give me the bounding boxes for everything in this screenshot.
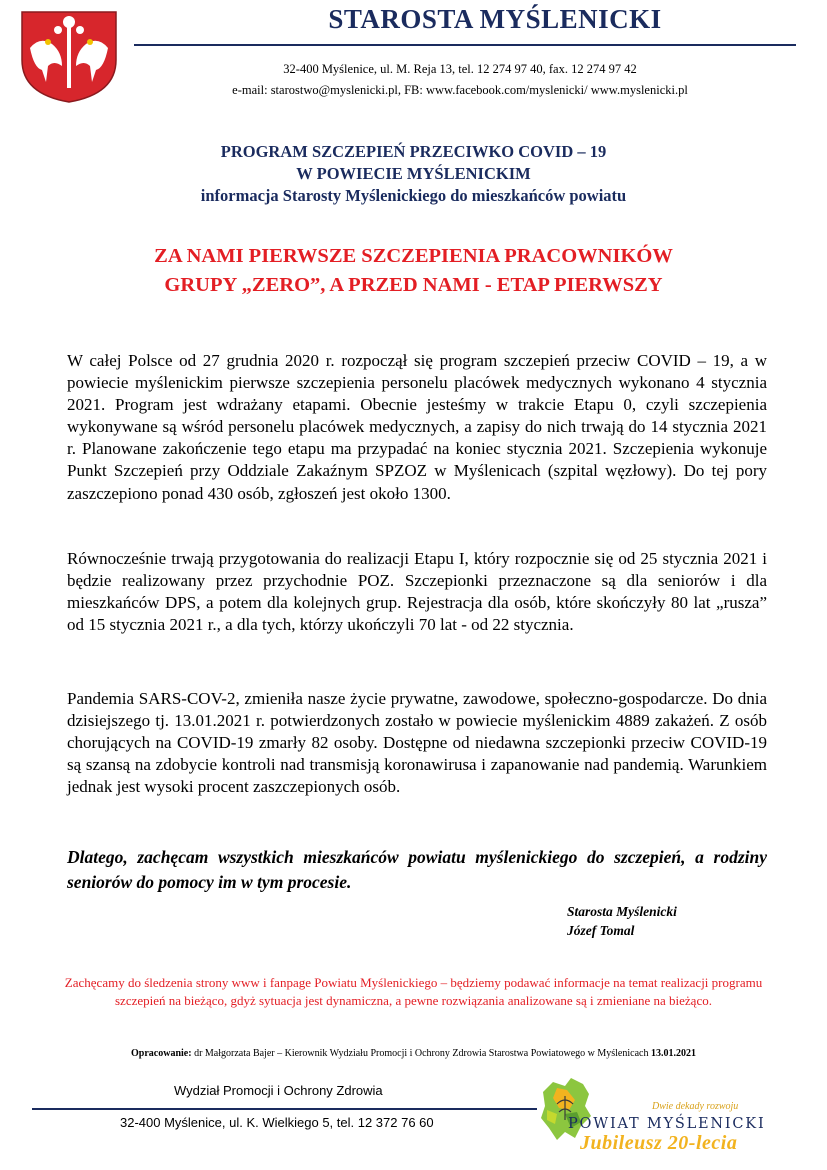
program-title bbox=[40, 141, 787, 207]
headline-line-2: GRUPY „ZERO”, A PRZED NAMI - ETAP PIERWSZY bbox=[164, 274, 663, 296]
signature-name: Józef Tomal bbox=[567, 923, 635, 938]
signature bbox=[567, 902, 767, 940]
paragraph-2: Równocześnie trwają przygotowania do realizacji Etapu I, który rozpocznie się od 25 stycznia 2021 i będzie realizowany przez przychodnie POZ. Szczepionki przeznaczone są dla seniorów i dla mieszkańców DPS, a potem dla kolejnych grup. Rejestracja dla osób, które skończyły 80 lat „rusza” od 15 stycznia 2021 r., a dla tych, którzy ukończyli 70 lat - od 22 stycznia. bbox=[67, 549, 767, 635]
program-subtitle: informacja Starosty Myślenickiego do mieszkańców powiatu bbox=[200, 186, 627, 205]
coat-of-arms-icon bbox=[18, 8, 120, 104]
footer-divider bbox=[32, 1108, 537, 1110]
headline bbox=[40, 242, 787, 300]
logo-tagline: Dwie dekady rozwoju bbox=[652, 1101, 739, 1112]
logo-name: POWIAT MYŚLENICKI bbox=[568, 1116, 766, 1132]
header-address: 32-400 Myślenice, ul. M. Reja 13, tel. 12 274 97 40, fax. 12 274 97 42 bbox=[283, 62, 637, 76]
appeal-paragraph: Dlatego, zachęcam wszystkich mieszkańców powiatu myślenickiego do szczepień, a rodziny seniorów do pomocy im w tym procesie. bbox=[67, 847, 767, 892]
header-contacts: e-mail: starostwo@myslenicki.pl, FB: www.facebook.com/myslenicki/ www.myslenicki.pl bbox=[232, 83, 688, 97]
prepared-text: dr Małgorzata Bajer – Kierownik Wydziału Promocji i Ochrony Zdrowia Starostwa Powiatowego w Myślenicach bbox=[191, 1048, 651, 1059]
prepared-by bbox=[60, 1048, 767, 1059]
program-title-line-1: PROGRAM SZCZEPIEŃ PRZECIWKO COVID – 19 bbox=[220, 142, 607, 161]
footer-address: 32-400 Myślenice, ul. K. Wielkiego 5, tel. 12 372 76 60 bbox=[120, 1115, 434, 1130]
page-title: STAROSTA MYŚLENICKI bbox=[328, 4, 662, 34]
program-title-line-2: W POWIECIE MYŚLENICKIM bbox=[296, 164, 531, 183]
follow-note: Zachęcamy do śledzenia strony www i fanpage Powiatu Myślenickiego – będziemy podawać informacje na temat realizacji programu szczepień na bieżąco, gdyż sytuacja jest dynamiczna, a pewne rozwiązania analizowane są i zmieniane na bieżąco. bbox=[64, 975, 763, 1008]
signature-role: Starosta Myślenicki bbox=[567, 904, 677, 919]
headline-line-1: ZA NAMI PIERWSZE SZCZEPIENIA PRACOWNIKÓW bbox=[154, 245, 673, 267]
header-divider bbox=[134, 44, 796, 46]
prepared-date: 13.01.2021 bbox=[650, 1048, 696, 1059]
logo-jubilee: Jubileusz 20-lecia bbox=[580, 1132, 738, 1154]
paragraph-3: Pandemia SARS-COV-2, zmieniła nasze życie prywatne, zawodowe, społeczno-gospodarcze. Do dnia dzisiejszego tj. 13.01.2021 r. potwierdzonych zostało w powiecie myślenickim 4889 zakażeń. Z osób chorujących na COVID-19 zmarły 82 osoby. Dostępne od niedawna szczepionki przeciw COVID-19 są szansą na zdobycie kontroli nad transmisją koronawirusa i zapanowanie nad pandemią. Warunkiem jednak jest wysoki procent zaszczepionych osób. bbox=[67, 689, 767, 797]
paragraph-1: W całej Polsce od 27 grudnia 2020 r. rozpoczął się program szczepień przeciw COVID – 19, a w powiecie myślenickim pierwsze szczepienia personelu placówek medycznych wykonano 4 stycznia 2021. Program jest wdrażany etapami. Obecnie jesteśmy w trakcie Etapu 0, czyli szczepienia wykonywane są wśród personelu placówek medycznych, a zapisy do nich trwają do 14 stycznia 2021 r. Planowane zakończenie tego etapu ma przypadać na koniec stycznia 2021. Szczepienia wykonuje Punkt Szczepień przy Oddziale Zakaźnym SPZOZ w Myślenicach (szpital węzłowy). Do tej pory zaszczepiono ponad 430 osób, zgłoszeń jest około 1300. bbox=[67, 351, 767, 503]
prepared-label: Opracowanie: bbox=[131, 1048, 192, 1059]
footer-department: Wydział Promocji i Ochrony Zdrowia bbox=[174, 1083, 383, 1098]
